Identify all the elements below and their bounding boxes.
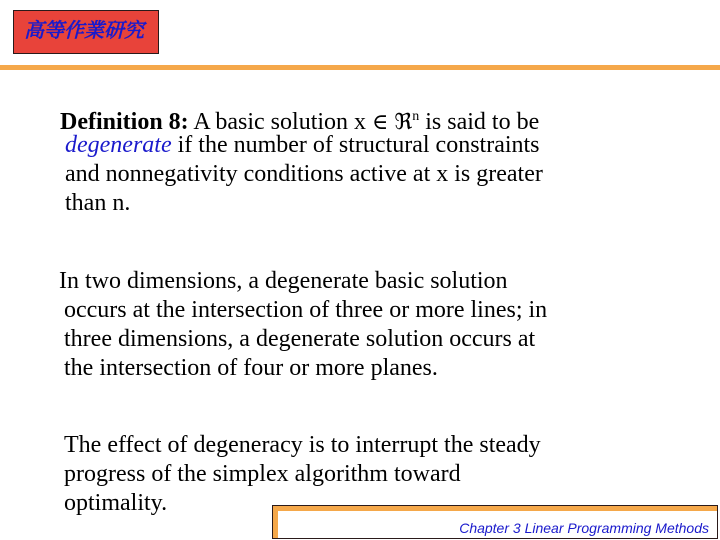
dimensions-line-2: occurs at the intersection of three or more lines; in <box>64 297 548 323</box>
dimensions-line-4: the intersection of four or more planes. <box>64 355 438 381</box>
header-title: 高等作業研究 <box>24 18 144 42</box>
dimension-superscript: n <box>412 109 420 124</box>
definition-line-2 <box>60 131 543 160</box>
definition-line-4: than n. <box>65 190 131 216</box>
footer-inner-panel <box>278 511 717 538</box>
dimensions-line-3: three dimensions, a degenerate solution occurs at <box>64 326 536 352</box>
effect-line-1: The effect of degeneracy is to interrupt the steady <box>64 432 541 458</box>
footer-banner <box>272 505 718 539</box>
definition-line-3: and nonnegativity conditions active at x is greater <box>65 161 543 187</box>
real-space-symbol: ℜ <box>394 110 413 135</box>
definition-label: Definition 8: <box>60 109 189 135</box>
definition-text-1b: is said to be <box>419 109 540 135</box>
element-of-symbol: ∈ <box>372 110 389 135</box>
definition-text-1a: A basic solution x <box>193 109 373 135</box>
definition-line-1 <box>60 102 543 135</box>
chapter-footer-label: Chapter 3 Linear Programming Methods <box>459 520 709 536</box>
effect-line-3: optimality. <box>64 490 168 516</box>
header-divider <box>0 65 720 70</box>
degenerate-term: degenerate <box>65 132 172 158</box>
effect-line-2: progress of the simplex algorithm toward <box>64 461 461 487</box>
definition-paragraph <box>60 102 543 218</box>
definition-text-2: if the number of structural constraints <box>171 132 540 158</box>
dimensions-paragraph <box>59 267 547 383</box>
dimensions-line-1: In two dimensions, a degenerate basic solution <box>59 268 508 294</box>
